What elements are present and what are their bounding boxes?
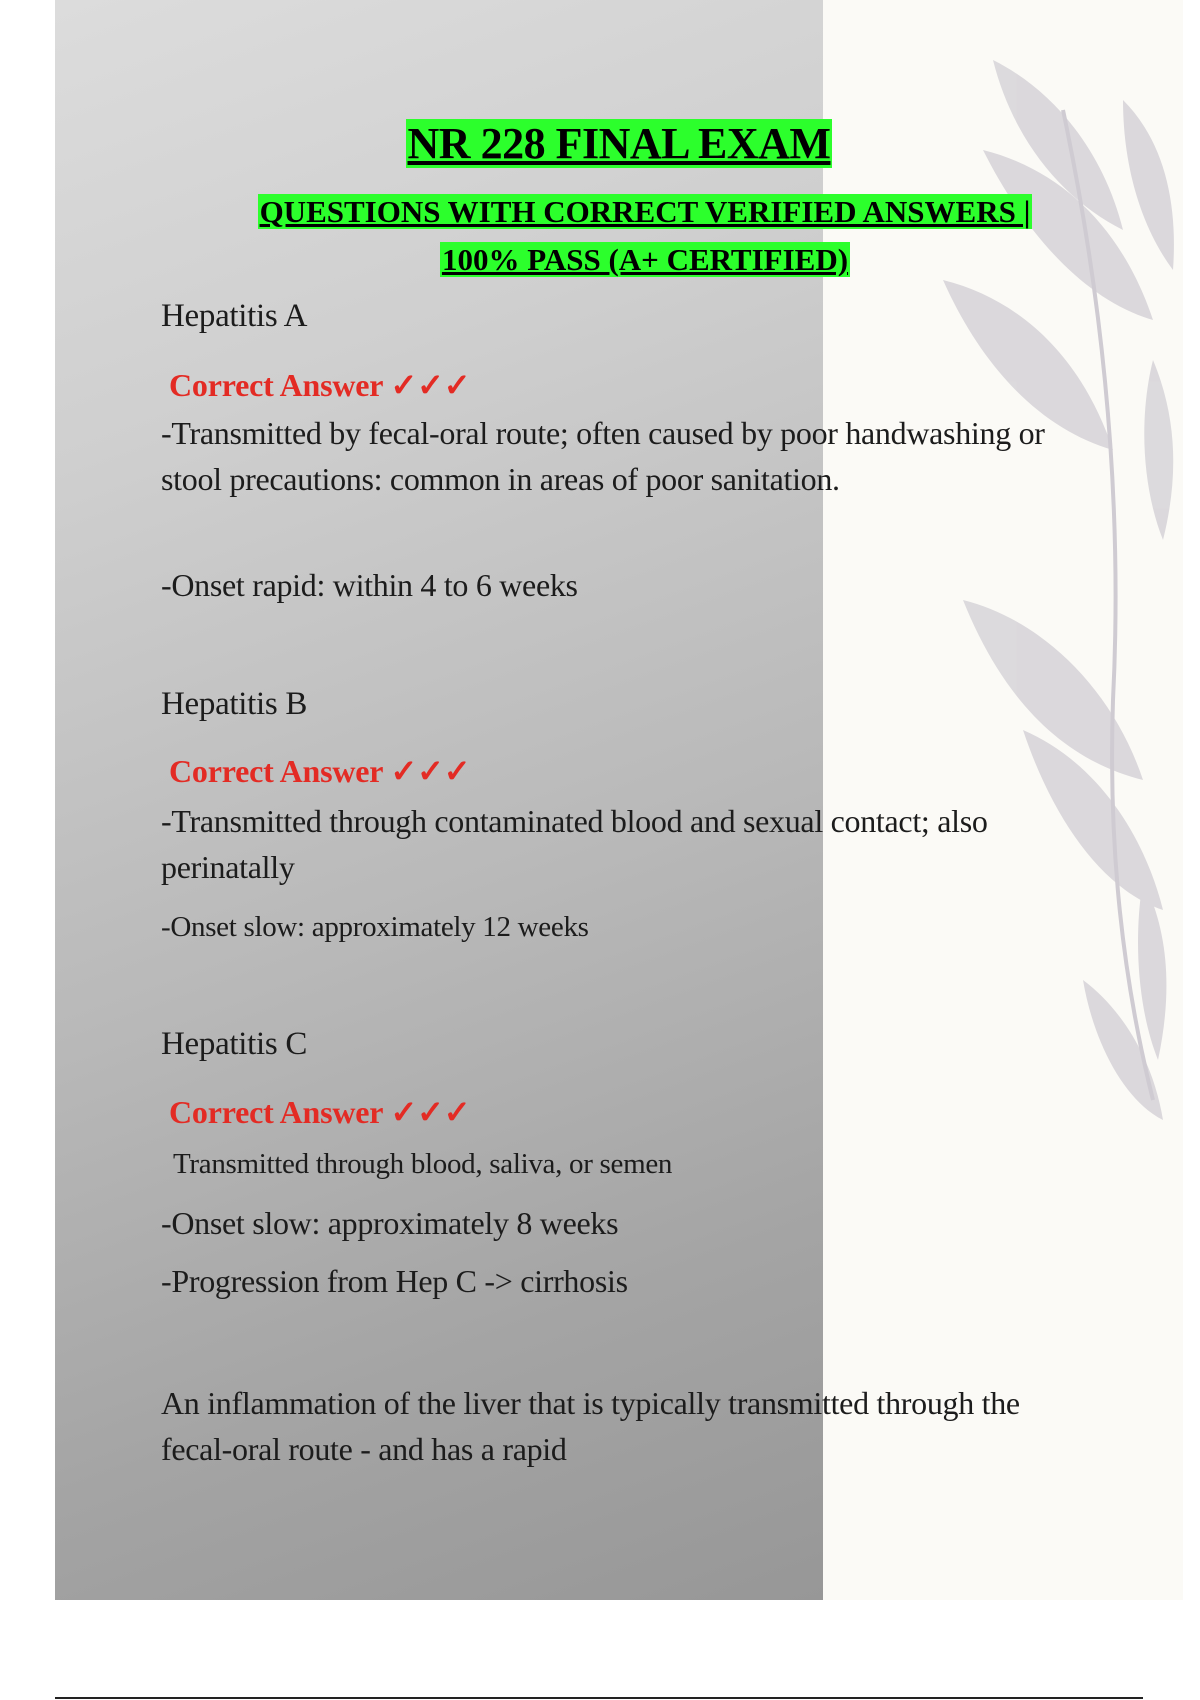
title-highlight: NR 228 FINAL EXAM bbox=[407, 119, 831, 168]
correct-answer-label: Correct Answer ✓✓✓ bbox=[169, 367, 471, 403]
document-page bbox=[55, 0, 1183, 1600]
correct-answer-label: Correct Answer ✓✓✓ bbox=[169, 1094, 471, 1130]
trailing-definition-text: An inflammation of the liver that is typically transmitted through the fecal-oral route - and has a rapid bbox=[161, 1385, 1020, 1467]
answer-text: -Onset slow: approximately 12 weeks bbox=[161, 911, 589, 943]
subtitle-line-2: 100% PASS (A+ CERTIFIED) bbox=[441, 242, 849, 277]
correct-answer-label: Correct Answer ✓✓✓ bbox=[169, 753, 471, 789]
document-title bbox=[55, 118, 1183, 169]
answer-text: -Progression from Hep C -> cirrhosis bbox=[161, 1263, 628, 1299]
answer-text: -Transmitted through contaminated blood and sexual contact; also perinatally bbox=[161, 803, 988, 885]
question-topic: Hepatitis C bbox=[161, 1026, 308, 1062]
answer-text: -Onset rapid: within 4 to 6 weeks bbox=[161, 567, 578, 603]
document-subtitle bbox=[175, 188, 1115, 284]
question-topic: Hepatitis B bbox=[161, 686, 308, 722]
answer-text: Transmitted through blood, saliva, or semen bbox=[173, 1148, 673, 1180]
question-topic: Hepatitis A bbox=[161, 298, 308, 334]
subtitle-line-1: QUESTIONS WITH CORRECT VERIFIED ANSWERS | bbox=[259, 194, 1031, 229]
answer-text: -Transmitted by fecal-oral route; often caused by poor handwashing or stool precautions: common in areas of poor sanitation. bbox=[161, 415, 1045, 497]
answer-text: -Onset slow: approximately 8 weeks bbox=[161, 1205, 619, 1241]
bottom-divider bbox=[55, 1697, 1143, 1699]
